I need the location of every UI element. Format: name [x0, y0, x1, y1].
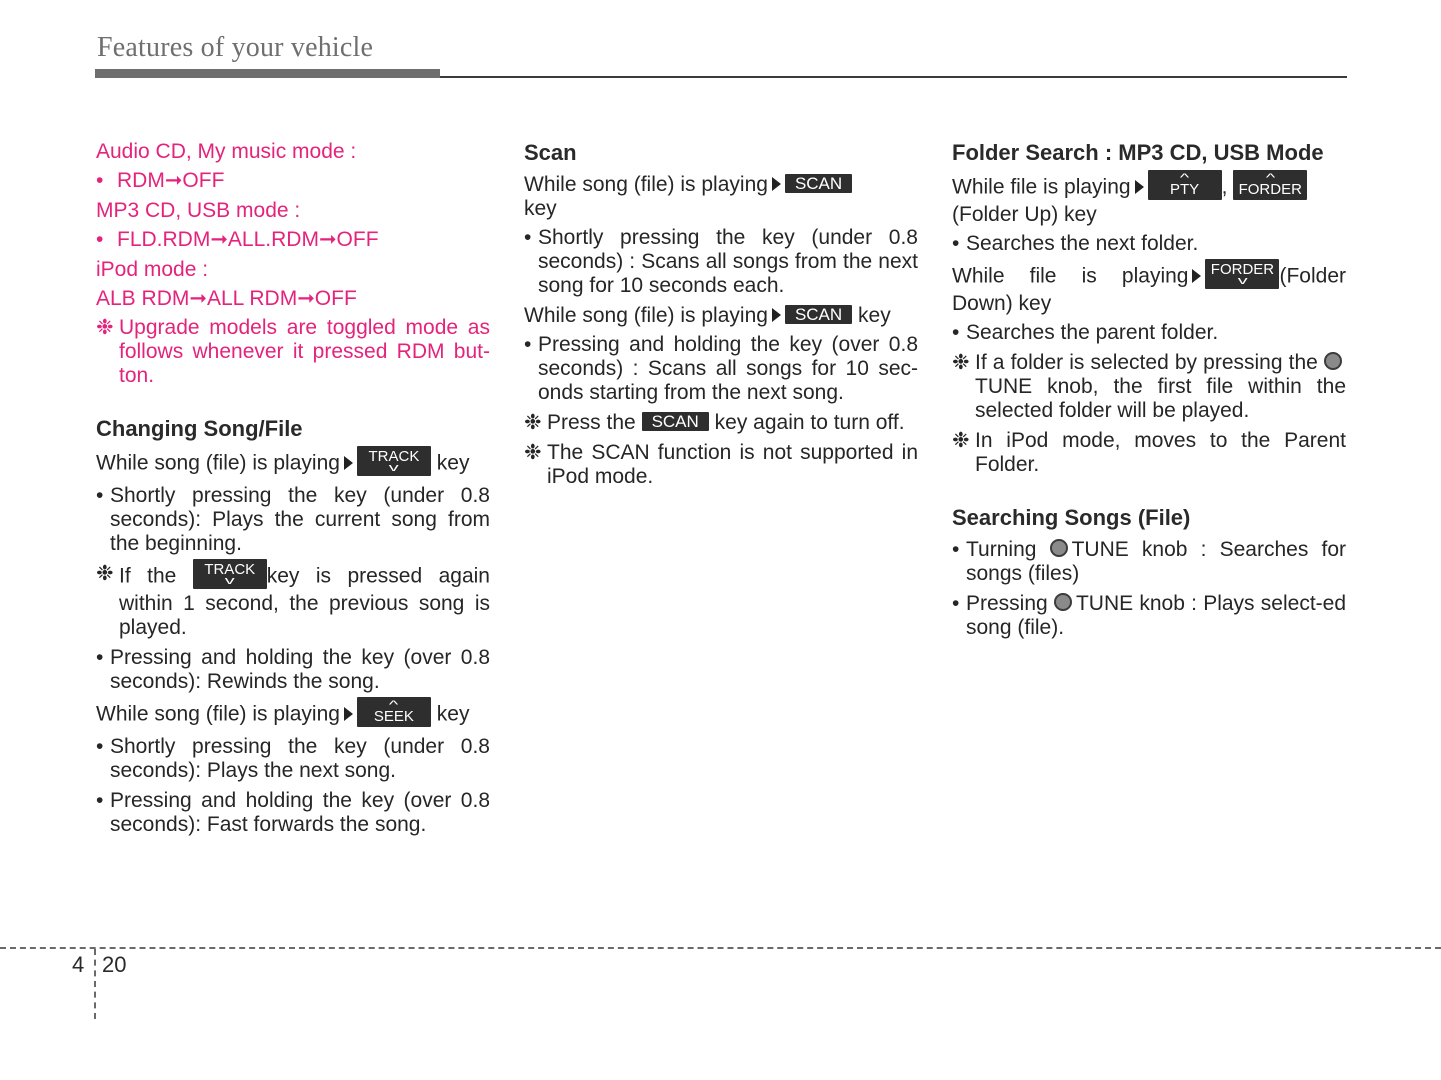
pty-key-icon [1148, 170, 1222, 200]
page-header-title: Features of your vehicle [97, 32, 374, 63]
chevron-up-icon: ^ [1265, 171, 1275, 184]
column-1 [96, 140, 490, 843]
mode-line-audio-cd: Audio CD, My music mode : [96, 140, 357, 163]
scan-key-icon: SCAN [642, 412, 709, 431]
scan-short-press: • Shortly pressing the key (under 0.8 seconds) : Scans all songs from the next song for 10 seconds each. [524, 226, 918, 298]
folder-ipod-note [952, 429, 1346, 477]
scan-off-post: key again to turn off. [714, 411, 905, 434]
scan-ipod-note [524, 441, 918, 489]
forder-up-key-icon [1233, 170, 1307, 200]
folder-select-post: TUNE knob, the first file within the selected folder will be played. [975, 375, 1346, 422]
folder-ipod-text: In iPod mode, moves to the Parent Folder. [975, 429, 1346, 476]
scan-key-icon: SCAN [785, 174, 852, 193]
footer-dashed-line [0, 947, 1441, 949]
track-again-pre: If the [119, 564, 177, 588]
heading-changing-song: Changing Song/File [96, 416, 303, 441]
comma: , [1221, 175, 1228, 199]
seek-intro-text: While song (file) is playing [96, 702, 340, 726]
play-arrow-icon [772, 308, 781, 322]
mode-line-fld-rdm: • FLD.RDM➞ALL.RDM➞OFF [96, 228, 490, 252]
tune-knob-icon [1054, 593, 1072, 611]
mode-line-rdm-off: • RDM➞OFF [96, 169, 490, 193]
section-number: 4 [72, 952, 85, 977]
folder-down-key: (Folder Down) key [952, 264, 1346, 315]
track-key-icon [193, 559, 267, 589]
track-hold-press: • Pressing and holding the key (over 0.8 seconds): Rewinds the song. [96, 646, 490, 694]
tune-turning-pre: Turning [966, 538, 1037, 561]
mode-line-mp3: MP3 CD, USB mode : [96, 199, 301, 222]
folder-down-text: While file is playing [952, 264, 1189, 288]
pty-key-label: PTY [1169, 180, 1200, 198]
scan-intro-2-text: While song (file) is playing [524, 304, 768, 327]
play-arrow-icon [344, 456, 353, 470]
chevron-up-icon: ^ [1179, 171, 1190, 184]
seek-hold-press: • Pressing and holding the key (over 0.8 seconds): Fast forwards the song. [96, 789, 490, 837]
column-3 [952, 140, 1346, 646]
folder-up-intro [952, 173, 1346, 227]
folder-select-note [952, 351, 1346, 423]
scan-intro-1-key: key [524, 197, 557, 220]
note-mark-icon: ❉ [952, 429, 970, 452]
chevron-up-icon: ^ [389, 698, 399, 711]
track-short-press: • Shortly pressing the key (under 0.8 seconds): Plays the current song from the beginning. [96, 484, 490, 556]
tune-pressing [952, 592, 1346, 640]
track-intro-key: key [436, 451, 470, 475]
forder-down-key-icon [1205, 259, 1279, 289]
heading-searching-songs: Searching Songs (File) [952, 505, 1191, 530]
note-mark-icon: ❉ [96, 316, 114, 339]
column-2 [524, 140, 918, 495]
track-intro-text: While song (file) is playing [96, 451, 340, 475]
folder-down-intro [952, 262, 1346, 316]
seek-key-label: SEEK [373, 707, 414, 725]
play-arrow-icon [772, 177, 781, 191]
folder-up-text: While file is playing [952, 175, 1131, 199]
tune-pressing-post: TUNE knob : Plays select-ed song (file). [966, 592, 1347, 639]
tune-turning [952, 538, 1346, 586]
track-key-label: TRACK [204, 560, 256, 578]
scan-hold-press: • Pressing and holding the key (over 0.8 seconds) : Scans all songs for 10 sec-onds starting from the next song. [524, 333, 918, 405]
scan-off-pre: Press the [547, 411, 636, 434]
track-intro [96, 449, 490, 479]
folder-parent: • Searches the parent folder. [952, 321, 1346, 345]
folder-next: • Searches the next folder. [952, 232, 1346, 256]
seek-key-icon [357, 697, 431, 727]
tune-turning-post: TUNE knob : Searches for songs (files) [966, 538, 1346, 585]
heading-scan: Scan [524, 140, 577, 165]
upgrade-note-text: Upgrade models are toggled mode as follows whenever it pressed RDM but-ton. [119, 316, 490, 387]
forder-key-label: FORDER [1238, 180, 1302, 198]
forder-key-label: FORDER [1210, 260, 1275, 278]
folder-up-key: (Folder Up) key [952, 203, 1097, 226]
track-again-post: key is pressed again within 1 second, the previous song is played. [119, 564, 490, 639]
note-mark-icon: ❉ [952, 351, 970, 374]
upgrade-note [96, 316, 490, 388]
tune-knob-icon [1324, 352, 1342, 370]
track-again-note [96, 562, 490, 640]
mode-line-ipod: iPod mode : [96, 258, 209, 281]
tune-pressing-pre: Pressing [966, 592, 1048, 615]
tune-knob-icon [1050, 539, 1068, 557]
scan-intro-1 [524, 173, 918, 221]
header-bar-thin [440, 76, 1347, 78]
footer-vertical-dash [94, 949, 96, 1019]
mode-line-alb-rdm: ALB RDM➞ALL RDM➞OFF [96, 287, 357, 310]
chevron-down-icon: v [224, 574, 235, 587]
note-mark-icon: ❉ [524, 411, 542, 434]
chevron-down-icon: v [1237, 274, 1248, 287]
seek-intro [96, 700, 490, 730]
track-key-icon [357, 446, 431, 476]
folder-select-pre: If a folder is selected by pressing the [975, 351, 1318, 374]
play-arrow-icon [344, 707, 353, 721]
scan-intro-1-text: While song (file) is playing [524, 173, 768, 196]
scan-intro-2-key: key [858, 304, 891, 327]
play-arrow-icon [1192, 269, 1201, 283]
heading-folder-search: Folder Search : MP3 CD, USB Mode [952, 140, 1324, 165]
note-mark-icon: ❉ [96, 562, 114, 585]
page-number: 20 [102, 952, 127, 977]
scan-intro-2 [524, 304, 918, 328]
seek-short-press: • Shortly pressing the key (under 0.8 seconds): Plays the next song. [96, 735, 490, 783]
scan-key-icon: SCAN [785, 305, 852, 324]
track-key-label: TRACK [368, 447, 420, 465]
play-arrow-icon [1135, 180, 1144, 194]
scan-off-note [524, 411, 918, 435]
note-mark-icon: ❉ [524, 441, 542, 464]
chevron-down-icon: v [388, 461, 399, 474]
scan-ipod-text: The SCAN function is not supported in iPod mode. [547, 441, 918, 488]
seek-intro-key: key [436, 702, 470, 726]
header-bar-thick [95, 69, 440, 78]
